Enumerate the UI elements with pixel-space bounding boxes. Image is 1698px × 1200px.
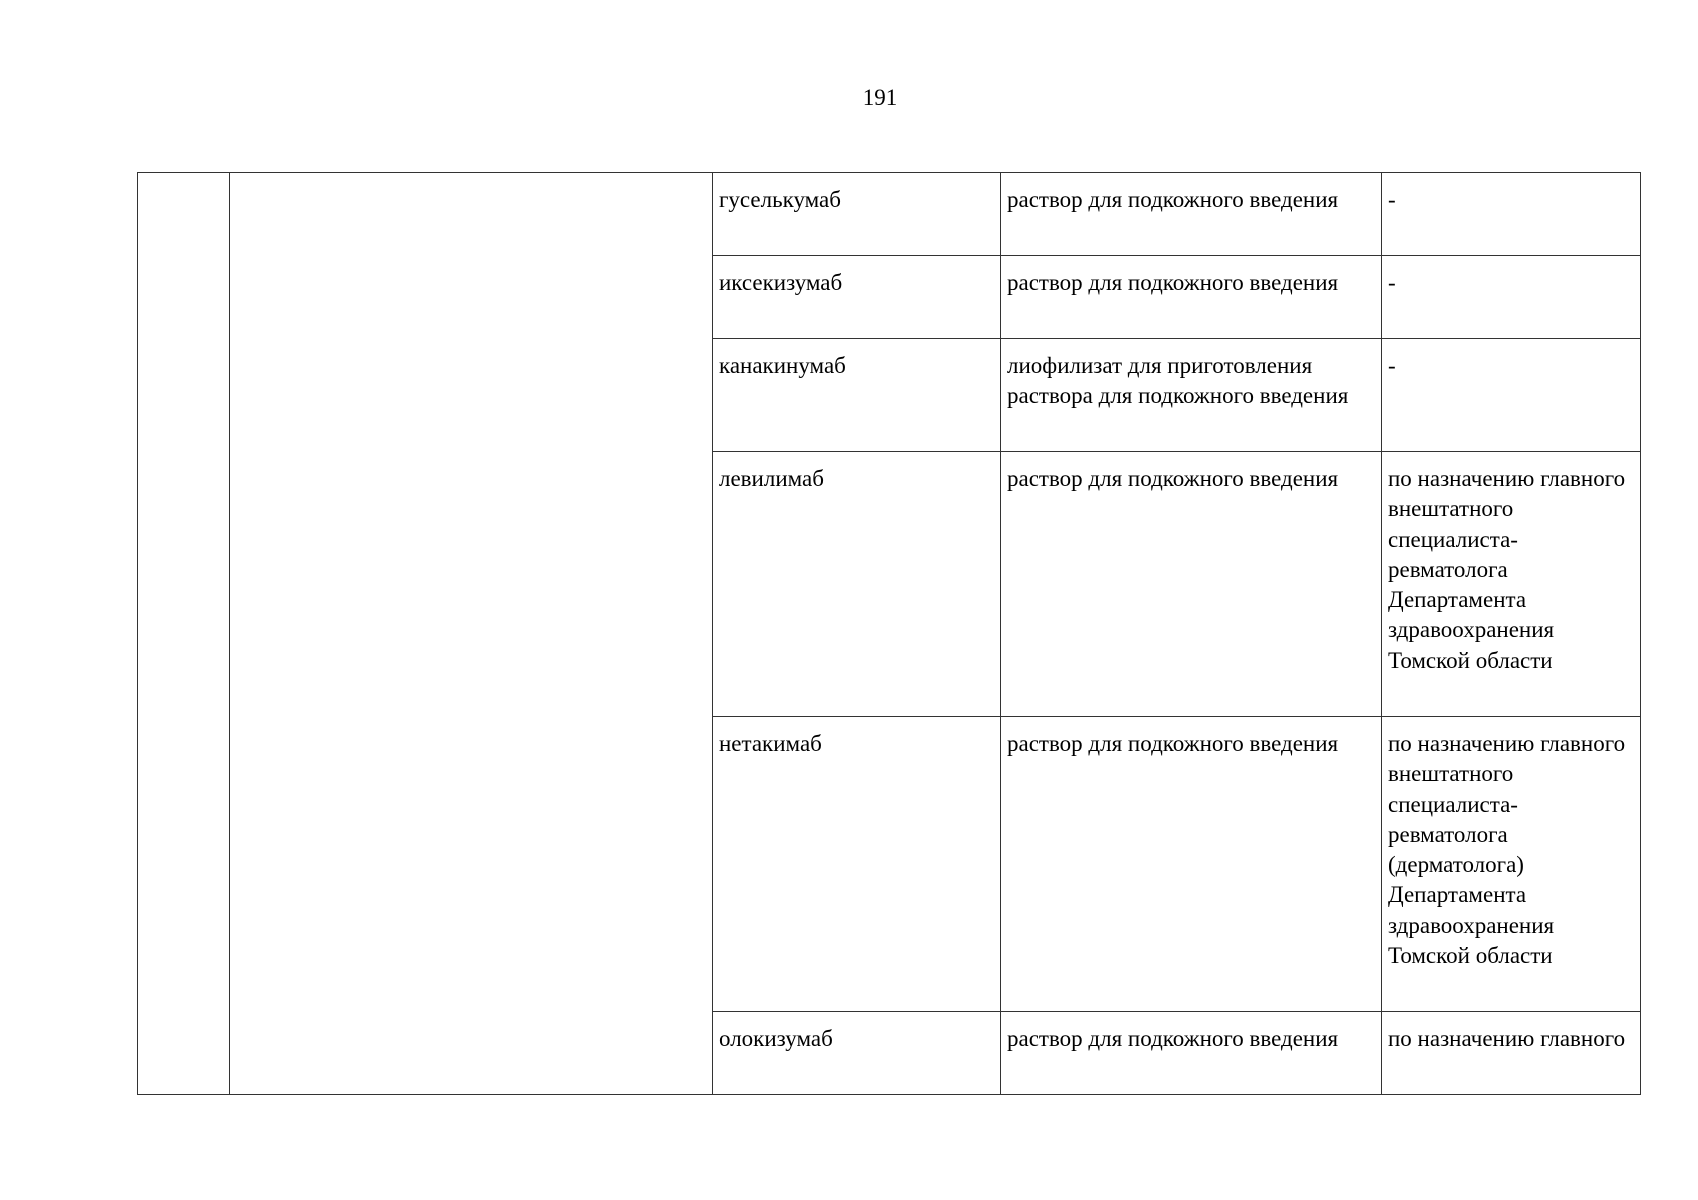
dosage-form-cell: раствор для подкожного введения bbox=[1001, 1012, 1382, 1095]
note-cell: - bbox=[1382, 339, 1641, 452]
drug-name-cell: гуселькумаб bbox=[713, 173, 1001, 256]
drug-name-cell: олокизумаб bbox=[713, 1012, 1001, 1095]
dosage-form-cell: раствор для подкожного введения bbox=[1001, 173, 1382, 256]
drug-name-cell: нетакимаб bbox=[713, 717, 1001, 1012]
dosage-form-cell: раствор для подкожного введения bbox=[1001, 256, 1382, 339]
dosage-form-cell: раствор для подкожного введения bbox=[1001, 717, 1382, 1012]
drug-name-cell: левилимаб bbox=[713, 452, 1001, 717]
note-cell: по назначению главного внештатного специалиста-ревматолога (дерматолога) Департамента здравоохранения Томской области bbox=[1382, 717, 1641, 1012]
code-cell bbox=[138, 173, 230, 1095]
group-cell bbox=[230, 173, 713, 1095]
page-number: 191 bbox=[862, 85, 898, 110]
drug-name-cell: иксекизумаб bbox=[713, 256, 1001, 339]
drug-name-cell: канакинумаб bbox=[713, 339, 1001, 452]
drug-table bbox=[137, 172, 1641, 1095]
table-row bbox=[138, 173, 1641, 256]
note-cell: - bbox=[1382, 173, 1641, 256]
note-cell: - bbox=[1382, 256, 1641, 339]
note-cell: по назначению главного внештатного специалиста-ревматолога Департамента здравоохранения Томской области bbox=[1382, 452, 1641, 717]
dosage-form-cell: раствор для подкожного введения bbox=[1001, 452, 1382, 717]
note-cell: по назначению главного bbox=[1382, 1012, 1641, 1095]
dosage-form-cell: лиофилизат для приготовления раствора для подкожного введения bbox=[1001, 339, 1382, 452]
